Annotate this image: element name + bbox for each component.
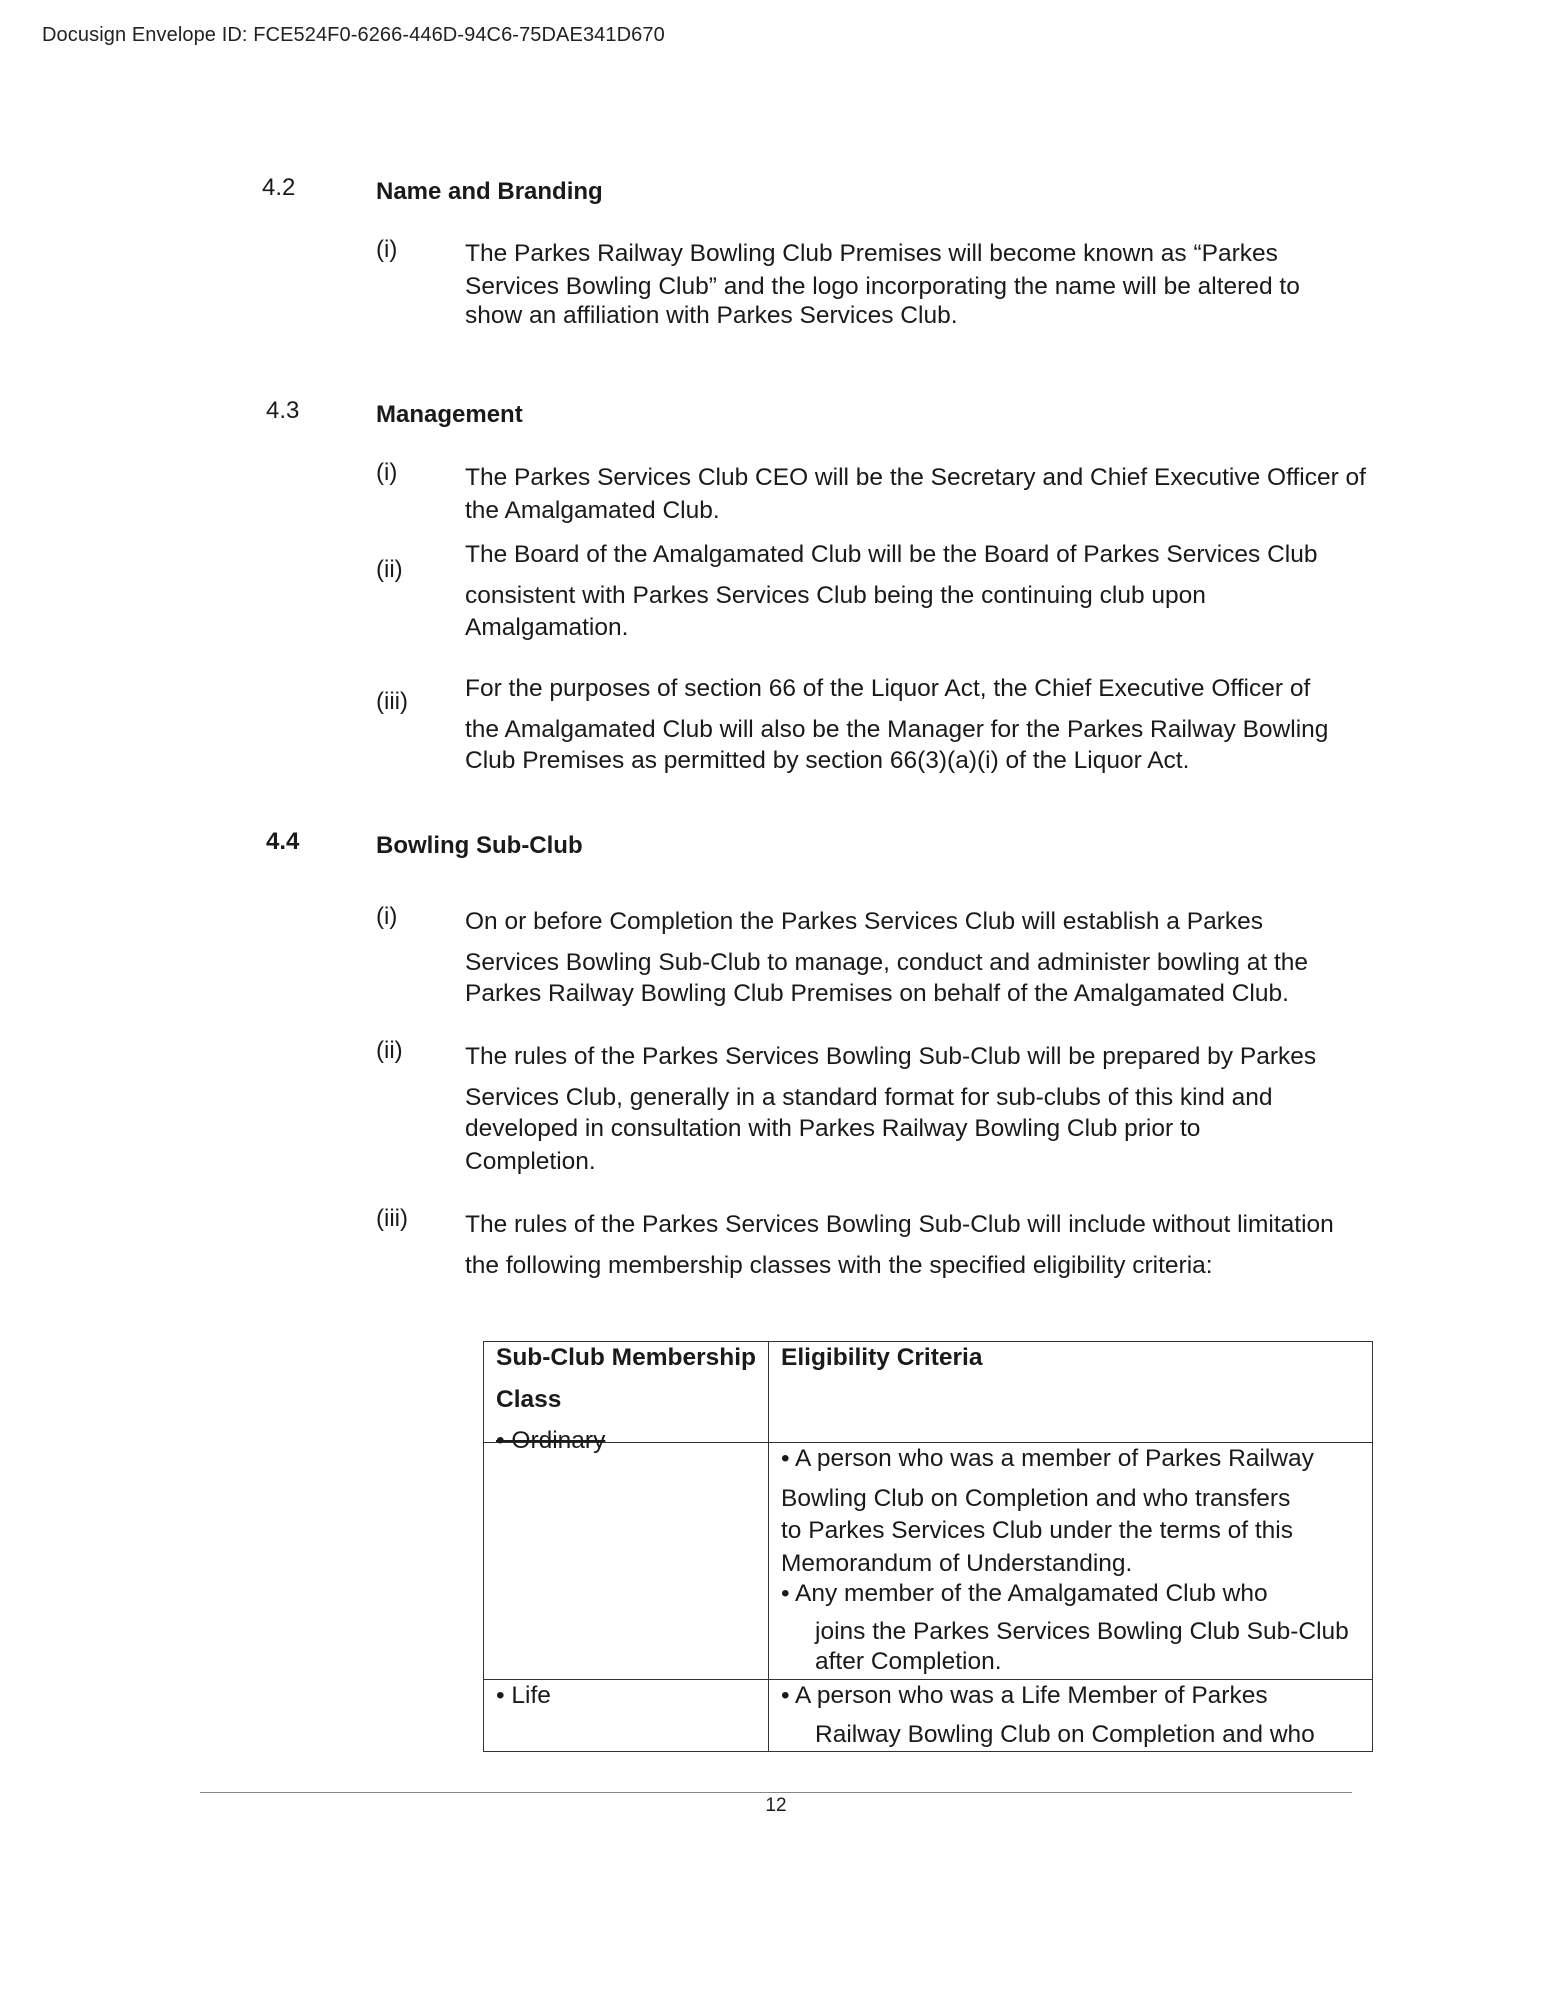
section-number-4-4: 4.4 xyxy=(266,828,300,855)
docusign-envelope-id: Docusign Envelope ID: FCE524F0-6266-446D-94C6-75DAE341D670 xyxy=(42,24,665,46)
header-membership-class: Sub-Club Membership Class xyxy=(484,1342,769,1443)
membership-class-cell: • Ordinary xyxy=(484,1443,769,1680)
membership-class-cell: • Life xyxy=(484,1680,769,1752)
item-label: (i) xyxy=(376,903,398,930)
footer-divider xyxy=(200,1792,1352,1793)
item-label: (iii) xyxy=(376,688,408,715)
item-label: (iii) xyxy=(376,1205,408,1232)
item-label: (ii) xyxy=(376,1037,403,1064)
eligibility-criteria-cell: • A person who was a Life Member of Parkes Railway Bowling Club on Completion and who xyxy=(769,1680,1373,1752)
table-row xyxy=(484,1443,1373,1680)
page-number: 12 xyxy=(765,1795,787,1816)
eligibility-criteria-cell: • A person who was a member of Parkes Railway Bowling Club on Completion and who transfers to Parkes Services Club under the terms of this Memorandum of Understanding. • Any member of the Amalgamated Club who joins the Parkes Services Bowling Club Sub-Club after Completion. xyxy=(769,1443,1373,1680)
item-paragraph: The rules of the Parkes Services Bowling Sub-Club will be prepared by Parkes Services Club, generally in a standard format for sub-clubs of this kind and developed in consultation with Parkes Railway Bowling Club prior to Completion. xyxy=(465,1043,1317,1175)
item-paragraph: The Board of the Amalgamated Club will be the Board of Parkes Services Club consistent with Parkes Services Club being the continuing club upon Amalgamation. xyxy=(465,541,1318,641)
membership-classes-table xyxy=(483,1341,1373,1752)
section-title-name-and-branding: Name and Branding xyxy=(376,178,603,205)
item-paragraph: For the purposes of section 66 of the Liquor Act, the Chief Executive Officer of the Amalgamated Club will also be the Manager for the Parkes Railway Bowling Club Premises as permitted by section 66(3)(a)(i) of the Liquor Act. xyxy=(465,675,1329,774)
item-paragraph: The rules of the Parkes Services Bowling Sub-Club will include without limitation the following membership classes with the specified eligibility criteria: xyxy=(465,1211,1334,1279)
item-paragraph: On or before Completion the Parkes Services Club will establish a Parkes Services Bowling Sub-Club to manage, conduct and administer bowling at the Parkes Railway Bowling Club Premises on behalf of the Amalgamated Club. xyxy=(465,908,1309,1007)
item-paragraph: The Parkes Railway Bowling Club Premises will become known as “Parkes Services Bowling Club” and the logo incorporating the name will be altered to show an affiliation with Parkes Services Club. xyxy=(465,240,1300,329)
item-paragraph: The Parkes Services Club CEO will be the Secretary and Chief Executive Officer of the Amalgamated Club. xyxy=(465,464,1366,524)
item-label: (ii) xyxy=(376,556,403,583)
item-label: (i) xyxy=(376,459,398,486)
section-number-4-2: 4.2 xyxy=(262,174,296,201)
section-number-4-3: 4.3 xyxy=(266,397,300,424)
header-eligibility-criteria: Eligibility Criteria xyxy=(769,1342,1373,1443)
section-title-bowling-sub-club: Bowling Sub-Club xyxy=(376,832,583,859)
section-title-management: Management xyxy=(376,401,523,428)
table-row xyxy=(484,1680,1373,1752)
item-label: (i) xyxy=(376,236,398,263)
